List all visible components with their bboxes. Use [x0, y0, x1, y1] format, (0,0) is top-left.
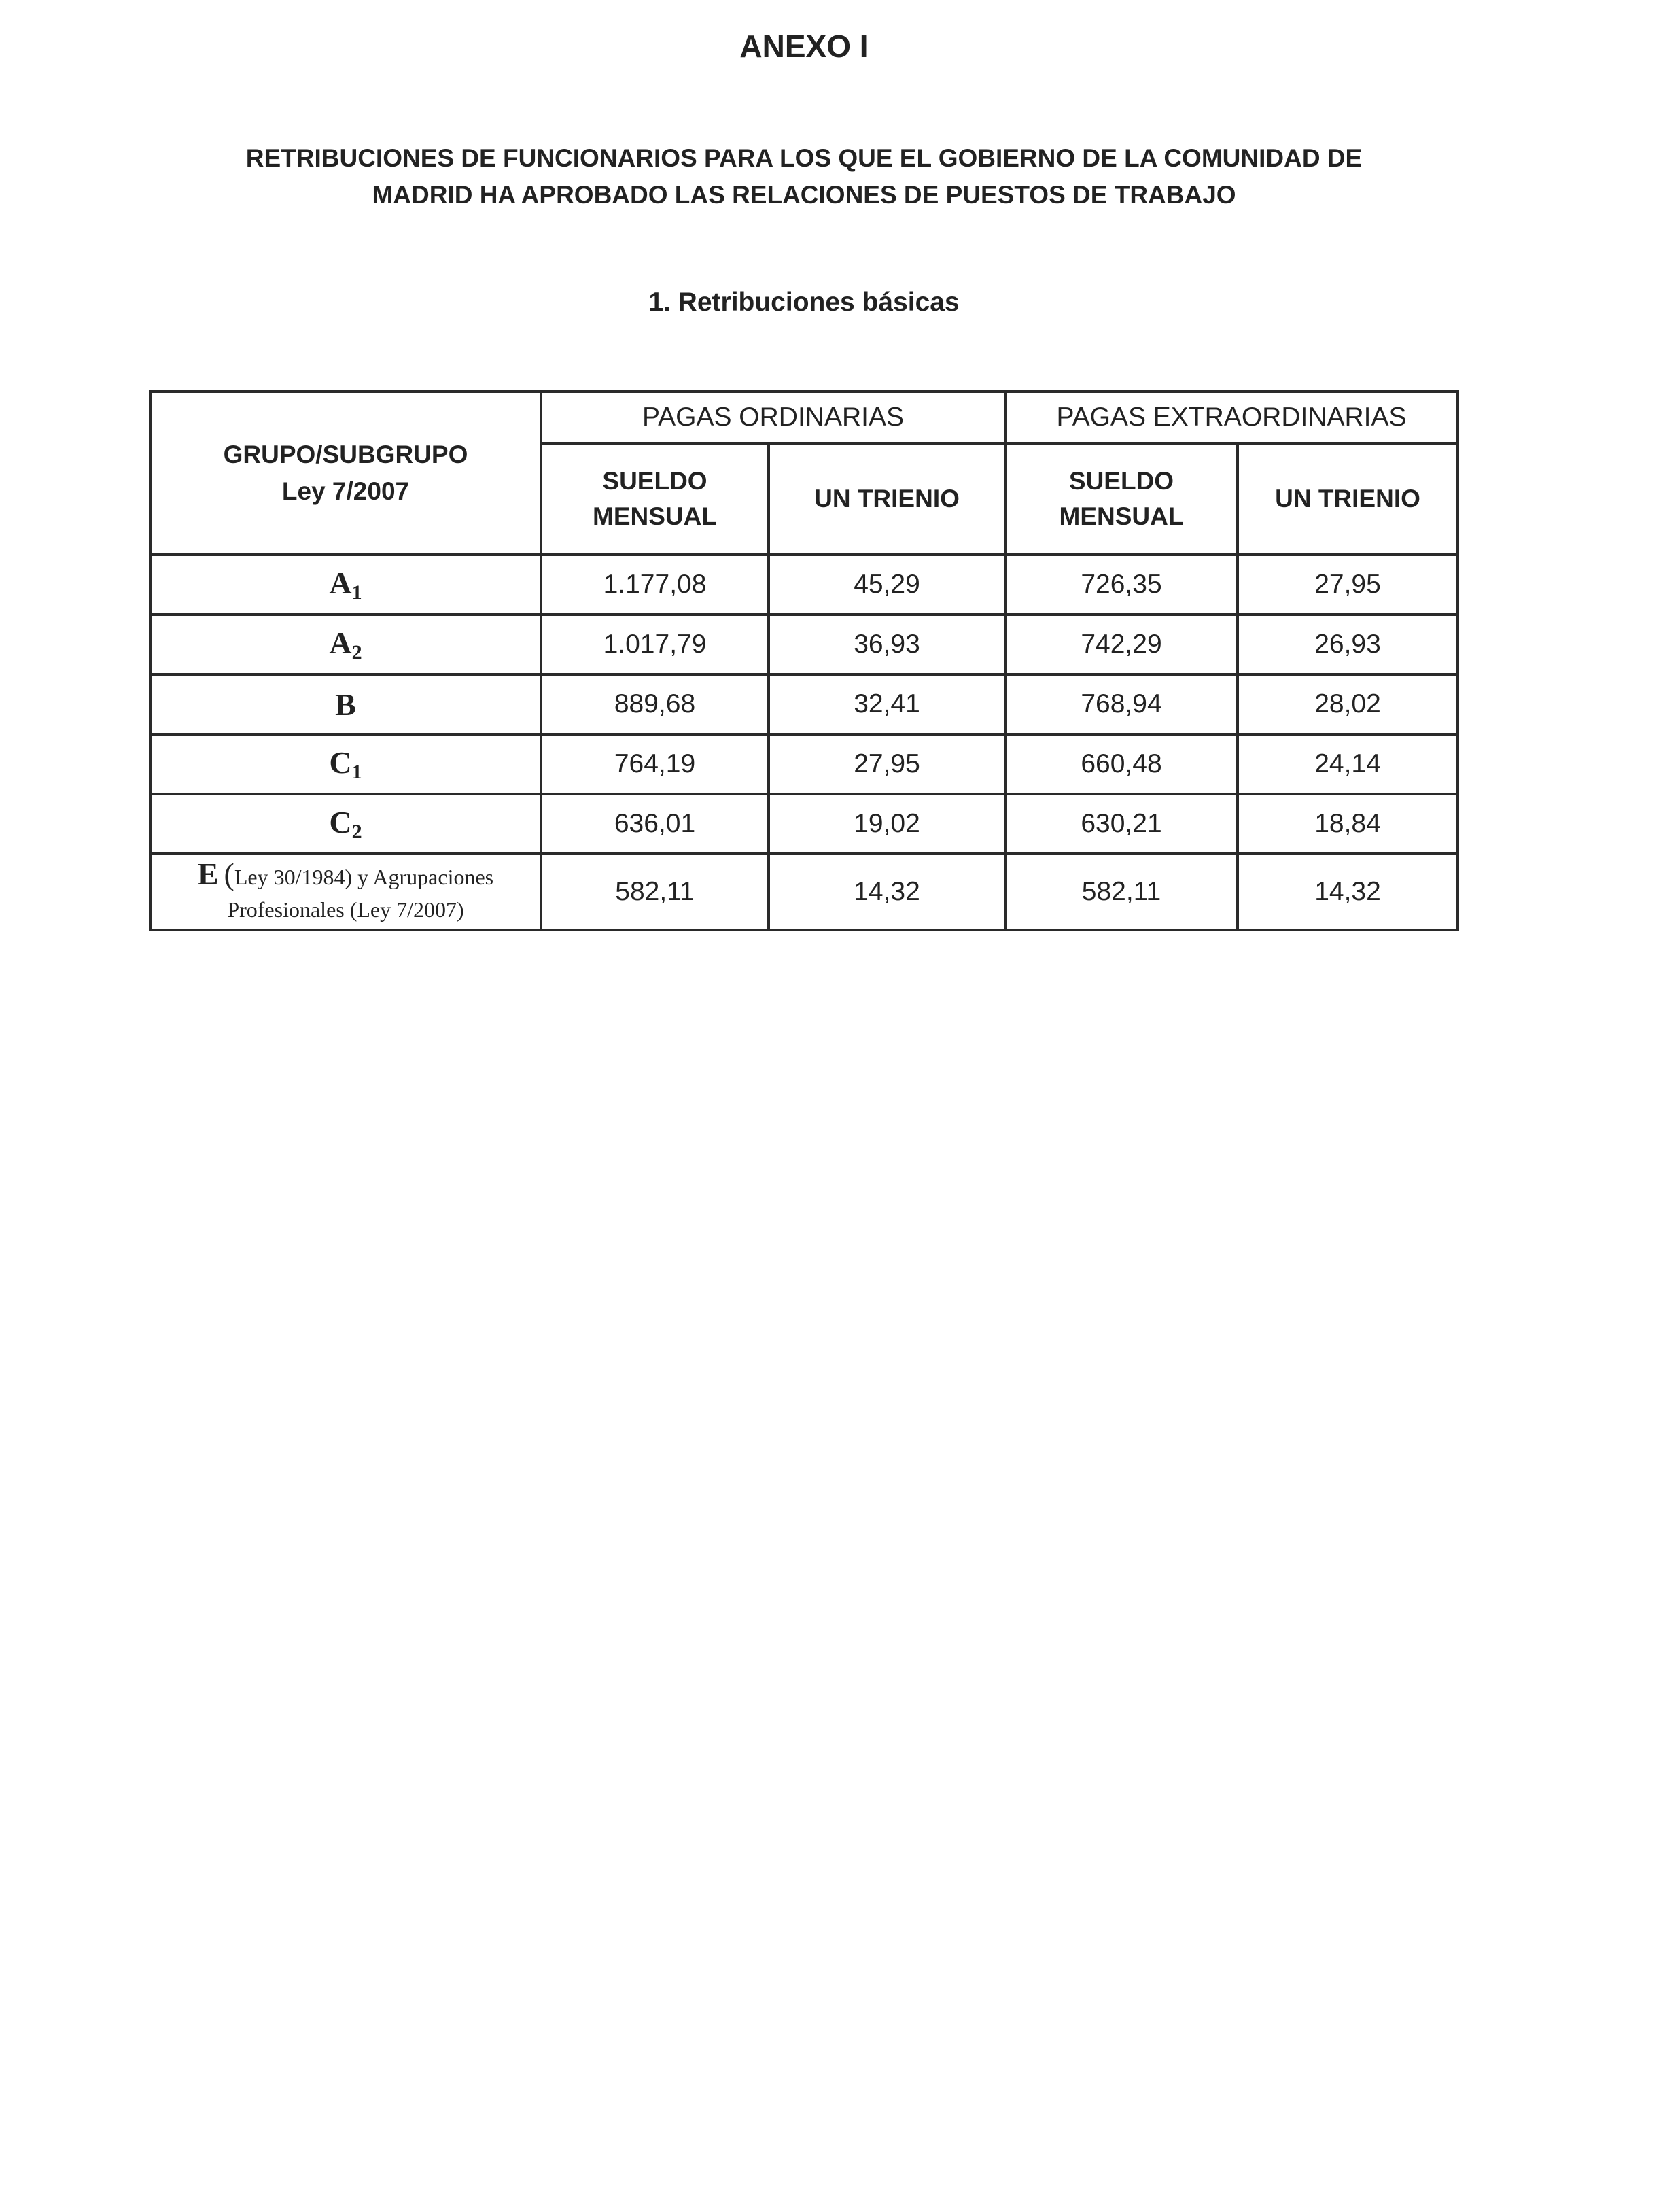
group-letter: C — [329, 745, 352, 780]
group-subscript: 1 — [351, 761, 362, 783]
group-cell — [150, 674, 541, 734]
extraordinarias-trienio-cell: 27,95 — [1238, 555, 1458, 615]
sueldo-header-line-1: SUELDO — [602, 467, 707, 495]
group-e-cell — [150, 854, 541, 930]
extraordinarias-sueldo-cell: 582,11 — [1005, 854, 1238, 930]
ordinarias-sueldo-cell: 889,68 — [541, 674, 769, 734]
annex-title: ANEXO I — [739, 29, 869, 64]
ordinarias-sueldo-header — [541, 443, 769, 555]
ordinarias-sueldo-cell: 582,11 — [541, 854, 769, 930]
extraordinarias-trienio-cell: 28,02 — [1238, 674, 1458, 734]
ordinarias-sueldo-cell: 764,19 — [541, 734, 769, 794]
extraordinarias-sueldo-header — [1005, 443, 1238, 555]
ordinarias-sueldo-cell: 1.017,79 — [541, 615, 769, 674]
ordinarias-trienio-header: UN TRIENIO — [769, 443, 1005, 555]
table-row — [150, 674, 1458, 734]
group-letter: C — [329, 805, 352, 840]
group-letter: B — [335, 687, 356, 722]
section-title: 1. Retribuciones básicas — [648, 288, 960, 317]
table-row — [150, 794, 1458, 854]
document-title-line-2: MADRID HA APROBADO LAS RELACIONES DE PUESTOS DE TRABAJO — [372, 181, 1236, 209]
group-cell — [150, 615, 541, 674]
extraordinarias-sueldo-cell: 742,29 — [1005, 615, 1238, 674]
extraordinarias-trienio-header: UN TRIENIO — [1238, 443, 1458, 555]
group-subscript: 1 — [351, 581, 362, 604]
table-row — [150, 615, 1458, 674]
table-row — [150, 555, 1458, 615]
sueldo-header-line-1: SUELDO — [1068, 467, 1174, 495]
group-letter: A — [329, 566, 352, 600]
group-subscript: 2 — [351, 821, 362, 843]
ordinarias-trienio-cell: 36,93 — [769, 615, 1005, 674]
group-e-line-1-text: Ley 30/1984) y Agrupaciones — [234, 865, 494, 889]
table-row — [150, 854, 1458, 930]
extraordinarias-trienio-cell: 24,14 — [1238, 734, 1458, 794]
extraordinarias-trienio-cell: 14,32 — [1238, 854, 1458, 930]
ordinarias-trienio-cell: 32,41 — [769, 674, 1005, 734]
ordinarias-trienio-cell: 14,32 — [769, 854, 1005, 930]
salary-table — [149, 390, 1459, 931]
sueldo-header-line-2: MENSUAL — [593, 502, 717, 530]
extraordinarias-header: PAGAS EXTRAORDINARIAS — [1005, 392, 1458, 443]
group-header-line-2: Ley 7/2007 — [281, 477, 410, 505]
group-subscript: 2 — [351, 641, 362, 663]
group-cell — [150, 794, 541, 854]
extraordinarias-sueldo-cell: 726,35 — [1005, 555, 1238, 615]
document-title-line-1: RETRIBUCIONES DE FUNCIONARIOS PARA LOS QUE EL GOBIERNO DE LA COMUNIDAD DE — [245, 144, 1363, 172]
extraordinarias-sueldo-cell: 630,21 — [1005, 794, 1238, 854]
group-letter: A — [329, 625, 352, 660]
extraordinarias-sueldo-cell: 660,48 — [1005, 734, 1238, 794]
sueldo-header-line-2: MENSUAL — [1059, 502, 1184, 530]
ordinarias-trienio-cell: 27,95 — [769, 734, 1005, 794]
ordinarias-sueldo-cell: 636,01 — [541, 794, 769, 854]
group-header — [150, 392, 541, 555]
group-header-line-1: GRUPO/SUBGRUPO — [223, 441, 468, 468]
group-e-line-1 — [152, 858, 540, 893]
extraordinarias-trienio-cell: 18,84 — [1238, 794, 1458, 854]
group-e-line-2: Profesionales (Ley 7/2007) — [227, 897, 464, 922]
group-e-letter: E — [197, 857, 219, 891]
extraordinarias-sueldo-cell: 768,94 — [1005, 674, 1238, 734]
table-row — [150, 734, 1458, 794]
group-e-paren: ( — [224, 857, 234, 891]
ordinarias-trienio-cell: 19,02 — [769, 794, 1005, 854]
extraordinarias-trienio-cell: 26,93 — [1238, 615, 1458, 674]
group-cell — [150, 734, 541, 794]
ordinarias-sueldo-cell: 1.177,08 — [541, 555, 769, 615]
document-title — [0, 140, 1608, 213]
ordinarias-trienio-cell: 45,29 — [769, 555, 1005, 615]
group-cell — [150, 555, 541, 615]
ordinarias-header: PAGAS ORDINARIAS — [541, 392, 1005, 443]
